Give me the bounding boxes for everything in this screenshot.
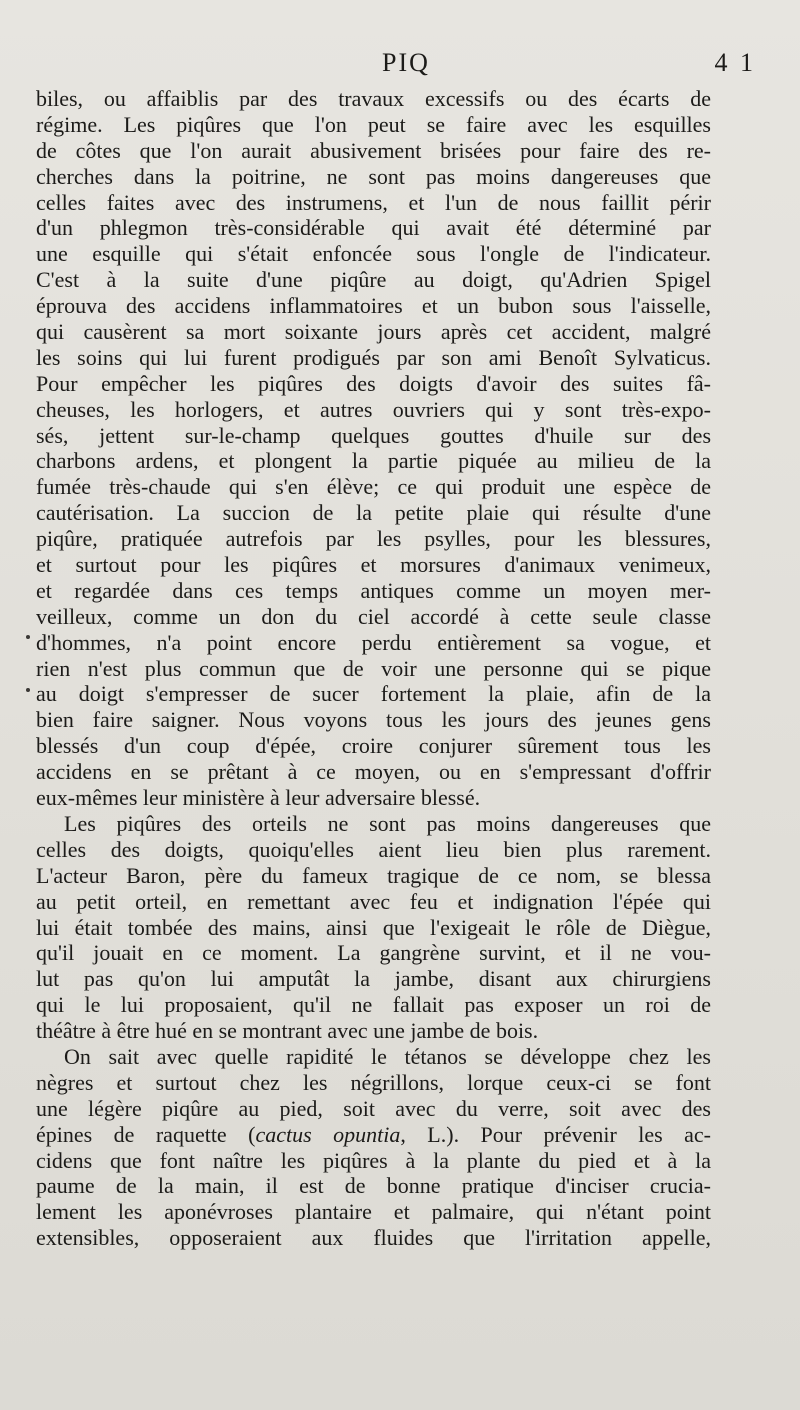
text-line: et regardée dans ces temps antiques comme un moyen mer- bbox=[36, 577, 711, 603]
text-line: régime. Les piqûres que l'on peut se faire avec les esquilles bbox=[36, 111, 711, 137]
text-line: C'est à la suite d'une piqûre au doigt, qu'Adrien Spigel bbox=[36, 267, 711, 293]
text-line: celles des doigts, quoiqu'elles aient lieu bien plus rarement. bbox=[36, 836, 711, 862]
text-line: qu'il jouait en ce moment. La gangrène survint, et il ne vou- bbox=[36, 940, 711, 966]
page-header bbox=[36, 48, 756, 88]
text-segment: , L.). Pour prévenir les ac- bbox=[400, 1121, 711, 1147]
text-line: veilleux, comme un don du ciel accordé à cette seule classe bbox=[36, 603, 711, 629]
text-line: charbons ardens, et plongent la partie piquée au milieu de la bbox=[36, 448, 711, 474]
text-line: Pour empêcher les piqûres des doigts d'avoir des suites fâ- bbox=[36, 370, 711, 396]
text-line: cautérisation. La succion de la petite plaie qui résulte d'une bbox=[36, 500, 711, 526]
text-line: d'hommes, n'a point encore perdu entièrement sa vogue, et bbox=[36, 629, 711, 655]
text-line: lement les aponévroses plantaire et palmaire, qui n'étant point bbox=[36, 1199, 711, 1225]
text-line: de côtes que l'on aurait abusivement brisées pour faire des re- bbox=[36, 137, 711, 163]
text-line: extensibles, opposeraient aux fluides que l'irritation appelle, bbox=[36, 1225, 711, 1251]
running-head: PIQ bbox=[382, 48, 430, 77]
text-line: blessés d'un coup d'épée, croire conjurer sûrement tous les bbox=[36, 733, 711, 759]
text-line: lut pas qu'on lui amputât la jambe, disant aux chirurgiens bbox=[36, 966, 711, 992]
text-line: une esquille qui s'était enfoncée sous l'ongle de l'indicateur. bbox=[36, 241, 711, 267]
text-line: On sait avec quelle rapidité le tétanos se développe chez les bbox=[64, 1043, 711, 1069]
text-line: et surtout pour les piqûres et morsures d'animaux venimeux, bbox=[36, 552, 711, 578]
margin-mark bbox=[26, 688, 30, 692]
text-line: Les piqûres des orteils ne sont pas moins dangereuses que bbox=[64, 810, 711, 836]
text-line: une légère piqûre au pied, soit avec du verre, soit avec des bbox=[36, 1095, 711, 1121]
text-line: nègres et surtout chez les négrillons, lorque ceux-ci se font bbox=[36, 1069, 711, 1095]
text-line: paume de la main, il est de bonne pratique d'inciser crucia- bbox=[36, 1173, 711, 1199]
text-line: celles faites avec des instrumens, et l'un de nous faillit périr bbox=[36, 189, 711, 215]
text-line: lui était tombée des mains, ainsi que l'exigeait le rôle de Diègue, bbox=[36, 914, 711, 940]
text-line: fumée très-chaude qui s'en élève; ce qui produit une espèce de bbox=[36, 474, 711, 500]
text-line: les soins qui lui furent prodigués par son ami Benoît Sylvaticus. bbox=[36, 344, 711, 370]
body-text bbox=[36, 86, 711, 1251]
text-line: biles, ou affaiblis par des travaux excessifs ou des écarts de bbox=[36, 86, 711, 111]
page-number: 4 1 bbox=[714, 48, 756, 77]
text-line: qui causèrent sa mort soixante jours après cet accident, malgré bbox=[36, 319, 711, 345]
text-line: cheuses, les horlogers, et autres ouvriers qui y sont très-expo- bbox=[36, 396, 711, 422]
text-line: éprouva des accidens inflammatoires et un bubon sous l'aisselle, bbox=[36, 293, 711, 319]
margin-mark bbox=[26, 635, 30, 639]
text-line: eux-mêmes leur ministère à leur adversaire blessé. bbox=[36, 785, 481, 811]
text-line: rien n'est plus commun que de voir une personne qui se pique bbox=[36, 655, 711, 681]
italic-term: cactus opuntia bbox=[255, 1121, 401, 1147]
text-segment: épines de raquette ( bbox=[36, 1121, 256, 1147]
text-line: au doigt s'empresser de sucer fortement la plaie, afin de la bbox=[36, 681, 711, 707]
text-line: sés, jettent sur-le-champ quelques gouttes d'huile sur des bbox=[36, 422, 711, 448]
text-line: théâtre à être hué en se montrant avec une jambe de bois. bbox=[36, 1018, 539, 1044]
text-line: qui le lui proposaient, qu'il ne fallait pas exposer un roi de bbox=[36, 992, 711, 1018]
text-line: au petit orteil, en remettant avec feu et indignation l'épée qui bbox=[36, 888, 711, 914]
text-line: d'un phlegmon très-considérable qui avait été déterminé par bbox=[36, 215, 711, 241]
text-line: cidens que font naître les piqûres à la plante du pied et à la bbox=[36, 1147, 711, 1173]
text-line: L'acteur Baron, père du fameux tragique de ce nom, se blessa bbox=[36, 862, 711, 888]
text-line-with-italic bbox=[36, 1122, 711, 1148]
text-line: accidens en se prêtant à ce moyen, ou en s'empressant d'offrir bbox=[36, 759, 711, 785]
text-line: piqûre, pratiquée autrefois par les psylles, pour les blessures, bbox=[36, 526, 711, 552]
text-line: cherches dans la poitrine, ne sont pas moins dangereuses que bbox=[36, 163, 711, 189]
text-line: bien faire saigner. Nous voyons tous les jours des jeunes gens bbox=[36, 707, 711, 733]
